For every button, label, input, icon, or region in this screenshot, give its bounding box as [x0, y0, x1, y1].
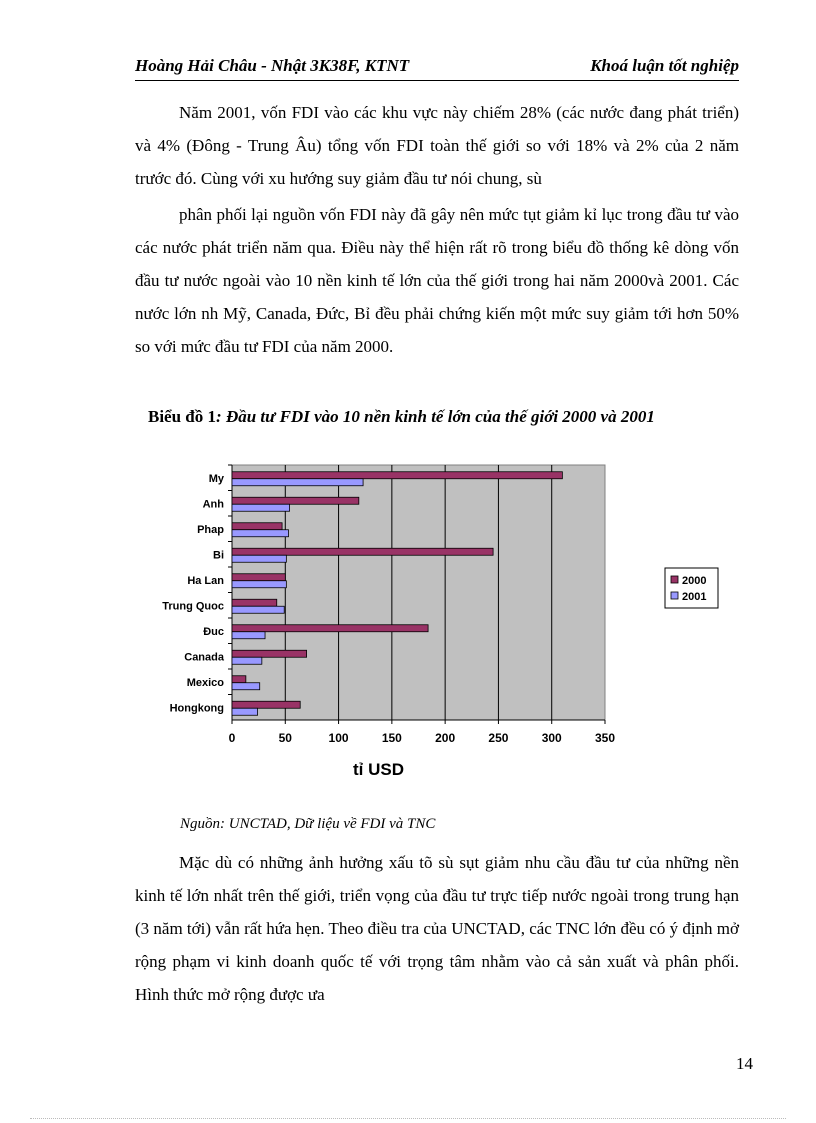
- x-tick-label: 200: [435, 731, 456, 745]
- legend-label: 2000: [682, 575, 707, 587]
- bar-2001: [232, 581, 286, 588]
- bar-2001: [232, 606, 284, 613]
- chart-caption: [148, 407, 655, 427]
- bar-2001: [232, 530, 288, 537]
- bar-2000: [232, 472, 562, 479]
- category-label: My: [208, 472, 224, 485]
- bar-2000: [232, 574, 285, 581]
- bar-2001: [232, 555, 286, 562]
- paragraph-1: Năm 2001, vốn FDI vào các khu vực này chiếm 28% (các nước đang phát triển) và 4% (Đông - Trung Âu) tổng vốn FDI toàn thế giới so với 18% và 2% của 2 năm trước đó. Cùng với xu hướng suy giảm đầu tư nói chung, sù: [135, 103, 739, 188]
- bar-2000: [232, 701, 300, 708]
- caption-title: : Đầu tư FDI vào 10 nền kinh tế lớn của thế giới 2000 và 2001: [216, 407, 655, 426]
- x-tick-label: 50: [278, 731, 292, 745]
- x-tick-label: 150: [381, 731, 402, 745]
- bar-2000: [232, 548, 493, 555]
- x-tick-label: 350: [594, 731, 616, 745]
- paragraph-3: Mặc dù có những ảnh hưởng xấu tõ sù sụt giảm nhu cầu đầu tư của những nền kinh tế lớn nhất trên thế giới, triển vọng của đầu tư trực tiếp nước ngoài trong trung hạn (3 năm tới) vẫn rất hứa hẹn. Theo điều tra của UNCTAD, các TNC lớn đều có ý định mở rộng phạm vi kinh doanh quốc tế với trọng tâm nhằm vào cả sản xuất và phân phối. Hình thức mở rộng được ưa: [135, 853, 740, 1004]
- bar-2001: [232, 657, 262, 664]
- category-label: Đuc: [203, 625, 224, 638]
- x-axis-title: tỉ USD: [353, 760, 404, 779]
- category-label: Hongkong: [169, 702, 224, 715]
- page-number: 14: [736, 1054, 753, 1073]
- x-tick-label: 100: [328, 731, 349, 745]
- paragraph-2: phân phối lại nguồn vốn FDI này đã gây nên mức tụt giảm kỉ lục trong đầu tư vào các nước phát triển năm qua. Điều này thể hiện rất rõ trong biểu đồ thống kê dòng vốn đầu tư nước ngoài vào 10 nền kinh tế lớn của thế giới trong hai năm 2000và 2001. Các nước lớn nh Mỹ, Canada, Đức, Bỉ đều phải chứng kiến một mức suy giảm tới hơn 50% so với mức đầu tư FDI của năm 2000.: [135, 205, 739, 356]
- category-label: Mexico: [186, 676, 224, 689]
- legend-swatch: [671, 592, 678, 599]
- category-label: Bi: [213, 549, 224, 562]
- bar-2001: [232, 632, 265, 639]
- page-header: [135, 54, 739, 81]
- category-label: Phap: [197, 523, 224, 536]
- category-label: Anh: [202, 498, 224, 511]
- bar-2001: [232, 504, 290, 511]
- chart-source: Nguồn: UNCTAD, Dữ liệu về FDI và TNC: [180, 816, 436, 832]
- caption-prefix: Biểu đồ 1: [148, 407, 217, 426]
- footer-divider: [30, 1118, 786, 1119]
- legend-swatch: [671, 576, 678, 583]
- category-label: Trung Quoc: [162, 600, 224, 613]
- x-tick-label: 300: [541, 731, 562, 745]
- header-author: Hoàng Hải Châu - Nhật 3K38F, KTNT: [135, 56, 410, 75]
- bar-2000: [232, 676, 246, 683]
- x-tick-label: 250: [488, 731, 509, 745]
- bar-2001: [232, 708, 258, 715]
- bar-2001: [232, 479, 363, 486]
- bar-2000: [232, 523, 282, 530]
- category-label: Ha Lan: [187, 574, 224, 587]
- bar-2000: [232, 599, 277, 606]
- bar-2000: [232, 650, 307, 657]
- x-tick-label: 0: [228, 731, 236, 745]
- bar-2001: [232, 683, 260, 690]
- category-label: Canada: [184, 651, 224, 664]
- bar-2000: [232, 497, 359, 504]
- header-doc-type: Khoá luận tốt nghiệp: [590, 56, 739, 75]
- legend-label: 2001: [682, 591, 707, 603]
- bar-2000: [232, 625, 428, 632]
- fdi-bar-chart: [150, 455, 730, 790]
